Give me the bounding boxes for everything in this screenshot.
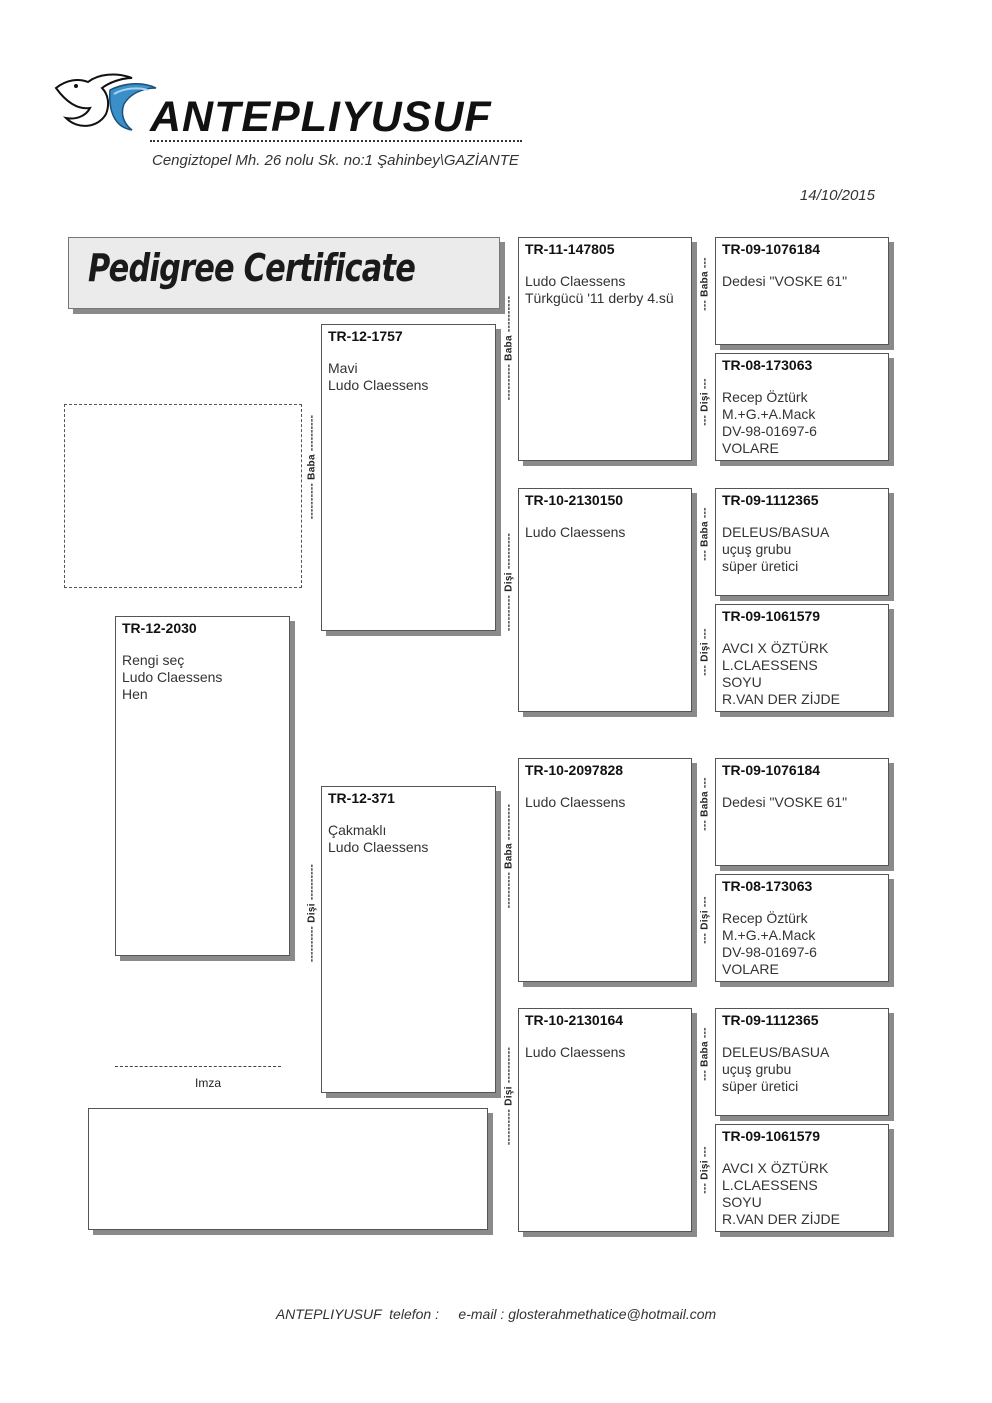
dam-relation-label: --- Dişi --- <box>699 896 711 944</box>
great-grandparent-card <box>715 488 889 596</box>
signature-label: Imza <box>194 1076 221 1090</box>
grandparent-card <box>518 237 692 461</box>
bird-logo-icon <box>52 70 160 134</box>
sire-relation-label: ---------- Baba ---------- <box>503 803 515 909</box>
ring-number: TR-12-371 <box>328 790 395 806</box>
grandparent-card <box>518 1008 692 1232</box>
info-line: Hen <box>122 686 148 702</box>
sire-relation-label: ---------- Baba ---------- <box>306 414 318 520</box>
info-line: Dedesi "VOSKE 61" <box>722 794 848 810</box>
great-grandparent-card <box>715 353 889 461</box>
dam-relation-label: ---------- Dişi ---------- <box>503 1046 515 1146</box>
brand-underline <box>150 140 522 142</box>
sire-card <box>321 324 496 631</box>
info-line: M.+G.+A.Mack <box>722 406 816 422</box>
sire-relation-label: ---------- Baba ---------- <box>503 295 515 401</box>
ring-number: TR-09-1112365 <box>722 1012 819 1028</box>
info-line: DV-98-01697-6 <box>722 423 817 439</box>
great-grandparent-card <box>715 1008 889 1116</box>
ring-number: TR-12-2030 <box>122 620 197 636</box>
ring-number: TR-10-2097828 <box>525 762 624 778</box>
ring-number: TR-11-147805 <box>525 241 615 257</box>
info-line: R.VAN DER ZİJDE <box>722 1211 840 1227</box>
ring-number: TR-12-1757 <box>328 328 403 344</box>
ring-number: TR-09-1112365 <box>722 492 819 508</box>
address: Cengiztopel Mh. 26 nolu Sk. no:1 Şahinbey\GAZİANTE <box>152 152 519 169</box>
info-line: DELEUS/BASUA <box>722 1044 830 1060</box>
info-line: M.+G.+A.Mack <box>722 927 816 943</box>
info-line: R.VAN DER ZİJDE <box>722 691 840 707</box>
great-grandparent-card <box>715 604 889 712</box>
info-line: Dedesi "VOSKE 61" <box>722 273 848 289</box>
ring-number: TR-08-173063 <box>722 357 813 373</box>
info-line: SOYU <box>722 674 762 690</box>
grandparent-card <box>518 758 692 982</box>
footer-contact: ANTEPLIYUSUF telefon : e-mail : glosterahmethatice@hotmail.com <box>275 1306 717 1322</box>
info-line: VOLARE <box>722 440 779 456</box>
info-line: Ludo Claessens <box>525 524 626 540</box>
great-grandparent-card <box>715 874 889 982</box>
ring-number: TR-10-2130150 <box>525 492 624 508</box>
ring-number: TR-09-1061579 <box>722 608 821 624</box>
sire-relation-label: --- Baba --- <box>699 507 711 561</box>
info-line: Türkgücü '11 derby 4.sü <box>525 290 674 306</box>
info-line: Ludo Claessens <box>328 377 429 393</box>
photo-placeholder <box>64 404 302 588</box>
signature-line <box>115 1066 281 1067</box>
dam-card <box>321 786 496 1093</box>
info-line: AVCI X ÖZTÜRK <box>722 640 829 656</box>
info-line: SOYU <box>722 1194 762 1210</box>
sire-relation-label: --- Baba --- <box>699 257 711 311</box>
info-line: Mavi <box>328 360 358 376</box>
ring-number: TR-09-1076184 <box>722 241 821 257</box>
great-grandparent-card <box>715 237 889 345</box>
info-line: Ludo Claessens <box>122 669 223 685</box>
page-title: Pedigree Certificate <box>88 246 416 290</box>
sire-relation-label: --- Baba --- <box>699 777 711 831</box>
info-line: VOLARE <box>722 961 779 977</box>
brand-name: ANTEPLIYUSUF <box>150 93 492 141</box>
info-line: Recep Öztürk <box>722 910 808 926</box>
info-line: Rengi seç <box>122 652 185 668</box>
certificate-date: 14/10/2015 <box>799 187 875 204</box>
ring-number: TR-09-1076184 <box>722 762 821 778</box>
info-line: Ludo Claessens <box>525 273 626 289</box>
dam-relation-label: ---------- Dişi ---------- <box>503 532 515 632</box>
info-line: Çakmaklı <box>328 822 387 838</box>
info-line: Ludo Claessens <box>525 794 626 810</box>
ring-number: TR-10-2130164 <box>525 1012 624 1028</box>
dam-relation-label: --- Dişi --- <box>699 378 711 426</box>
ring-number: TR-08-173063 <box>722 878 813 894</box>
dam-relation-label: --- Dişi --- <box>699 1146 711 1194</box>
dam-relation-label: ---------- Dişi ---------- <box>306 863 318 963</box>
info-line: L.CLAESSENS <box>722 1177 818 1193</box>
info-line: AVCI X ÖZTÜRK <box>722 1160 829 1176</box>
sire-relation-label: --- Baba --- <box>699 1027 711 1081</box>
subject-card <box>115 616 290 956</box>
ring-number: TR-09-1061579 <box>722 1128 821 1144</box>
info-line: Recep Öztürk <box>722 389 808 405</box>
info-line: uçuş grubu <box>722 541 792 557</box>
info-line: Ludo Claessens <box>328 839 429 855</box>
dam-relation-label: --- Dişi --- <box>699 628 711 676</box>
great-grandparent-card <box>715 1124 889 1232</box>
info-line: DELEUS/BASUA <box>722 524 830 540</box>
info-line: Ludo Claessens <box>525 1044 626 1060</box>
info-line: süper üretici <box>722 1078 799 1094</box>
info-line: DV-98-01697-6 <box>722 944 817 960</box>
grandparent-card <box>518 488 692 712</box>
info-line: uçuş grubu <box>722 1061 792 1077</box>
info-line: L.CLAESSENS <box>722 657 818 673</box>
notes-box <box>88 1108 488 1230</box>
info-line: süper üretici <box>722 558 799 574</box>
great-grandparent-card <box>715 758 889 866</box>
